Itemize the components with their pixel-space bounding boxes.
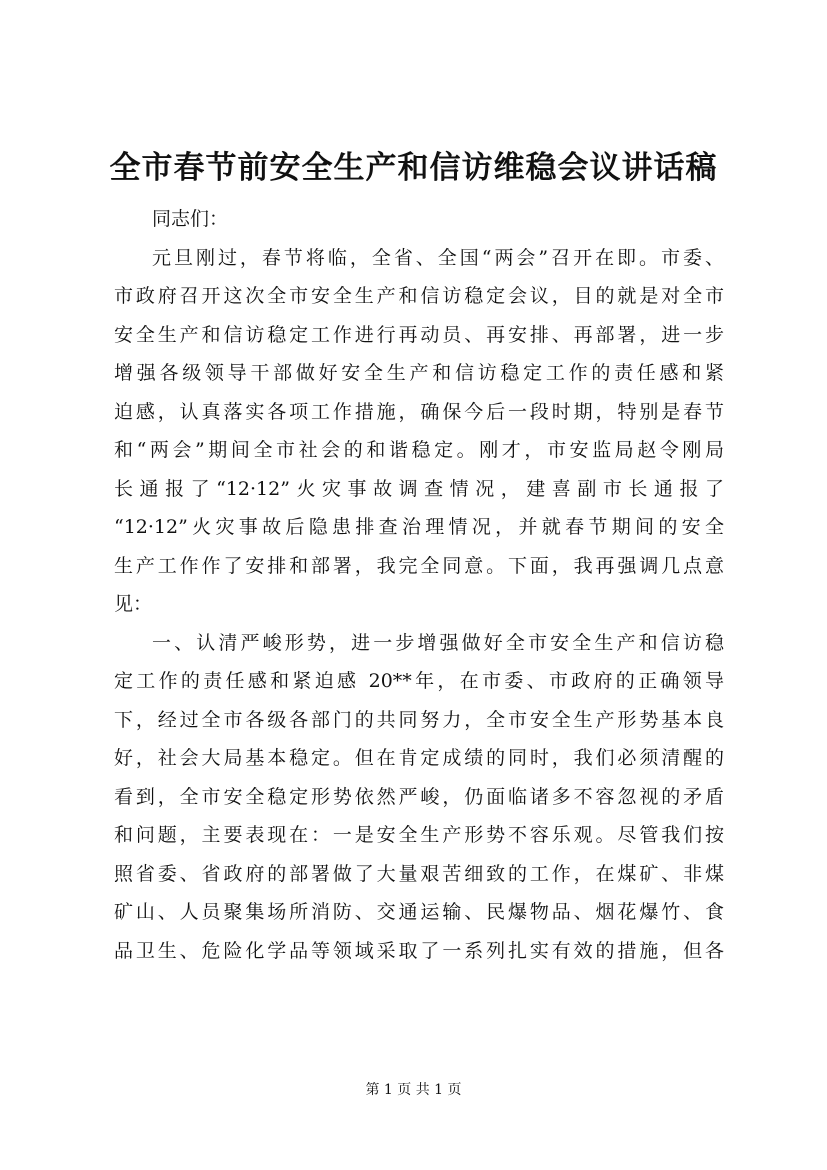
paragraph-line: 迫感，认真落实各项工作措施，确保今后一段时期，特别是春节: [114, 400, 724, 423]
paragraph-line: 增强各级领导干部做好安全生产和信访稳定工作的责任感和紧: [114, 362, 724, 384]
paragraph-line: 和“两会”期间全市社会的和谐稳定。刚才，市安监局赵令刚局: [114, 439, 724, 461]
paragraph-line: 安全生产和信访稳定工作进行再动员、再安排、再部署，进一步: [114, 323, 724, 346]
paragraph-line: 矿山、人员聚集场所消防、交通运输、民爆物品、烟花爆竹、食: [114, 901, 724, 923]
paragraph-line: 长通报了“12·12”火灾事故调查情况，建喜副市长通报了: [114, 477, 724, 500]
section-heading-line: 一、认清严峻形势，进一步增强做好全市安全生产和信访稳: [152, 631, 724, 654]
document-body: [114, 200, 724, 970]
paragraph-line: “12·12”火灾事故后隐患排查治理情况，并就春节期间的安全: [114, 516, 724, 538]
page-footer: 第 1 页 共 1 页: [365, 1082, 462, 1098]
paragraph-line: 定工作的责任感和紧迫感 20**年，在市委、市政府的正确领导: [114, 670, 724, 692]
paragraph-line: 品卫生、危险化学品等领域采取了一系列扎实有效的措施，但各: [114, 939, 724, 962]
paragraph-line: 元旦刚过，春节将临，全省、全国“两会”召开在即。市委、: [152, 246, 724, 269]
paragraph-line: 好，社会大局基本稳定。但在肯定成绩的同时，我们必须清醒的: [114, 747, 724, 769]
paragraph-line: 下，经过全市各级各部门的共同努力，全市安全生产形势基本良: [114, 708, 724, 731]
paragraph-line: 和问题，主要表现在：一是安全生产形势不容乐观。尽管我们按: [114, 824, 724, 846]
paragraph-line: 看到，全市安全稳定形势依然严峻，仍面临诸多不容忽视的矛盾: [114, 785, 724, 808]
paragraph-line: 照省委、省政府的部署做了大量艰苦细致的工作，在煤矿、非煤: [114, 862, 724, 885]
salutation: 同志们：: [152, 208, 229, 230]
paragraph-line: 生产工作作了安排和部署，我完全同意。下面，我再强调几点意: [114, 554, 724, 577]
paragraph-line: 见：: [114, 593, 153, 615]
document-title: 全市春节前安全生产和信访维稳会议讲话稿: [109, 150, 718, 186]
paragraph-line: 市政府召开这次全市安全生产和信访稳定会议，目的就是对全市: [114, 285, 724, 307]
